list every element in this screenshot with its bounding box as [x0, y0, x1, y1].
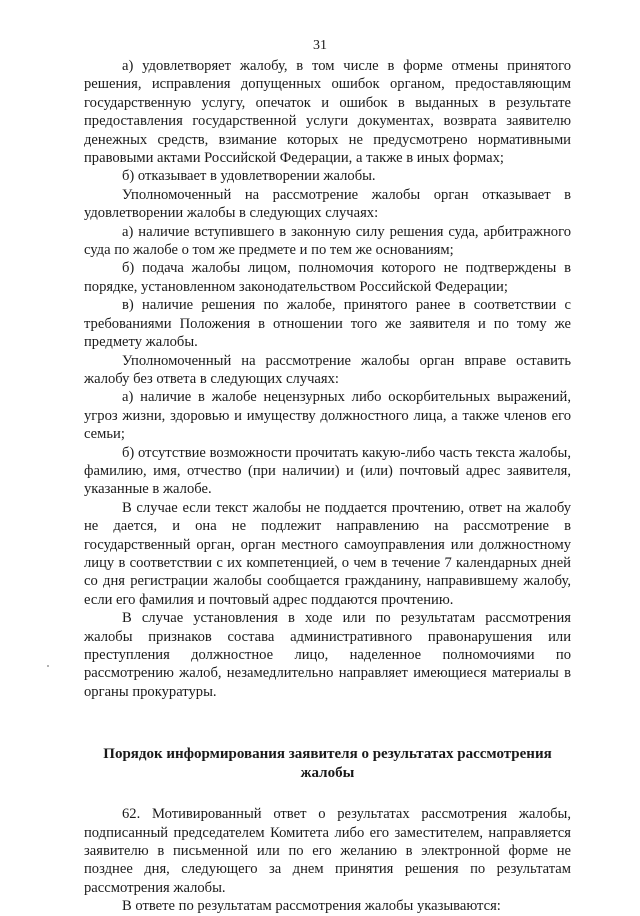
page-number: 31: [313, 38, 327, 53]
paragraph-no-answer-intro: Уполномоченный на рассмотрение жалобы орган вправе оставить жалобу без ответа в следующих случаях:: [84, 352, 571, 387]
paragraph-refusal-case-b: б) подача жалобы лицом, полномочия которого не подтверждены в порядке, установленном законодательством Российской Федерации;: [84, 260, 571, 295]
paragraph-refusal-case-a: а) наличие вступившего в законную силу решения суда, арбитражного суда по жалобе о том же предмете и по тем же основаниям;: [84, 223, 571, 259]
paragraph-answer-contents: В ответе по результатам рассмотрения жалобы указываются:: [122, 898, 501, 915]
document-body: [84, 57, 571, 916]
paragraph-offense-signs: В случае установления в ходе или по результатам рассмотрения жалобы признаков состава административного правонарушения или преступления должностное лицо, наделенное полномочиями по рассмотрению жалоб, незамедлительно направляет имеющиеся материалы в органы прокуратуры.: [84, 610, 571, 700]
paragraph-no-answer-case-b: б) отсутствие возможности прочитать какую-либо часть текста жалобы, фамилию, имя, отчество (при наличии) и (или) почтовый адрес заявителя, указанные в жалобе.: [84, 444, 571, 498]
section-heading: Порядок информирования заявителя о результатах рассмотрения жалобы: [103, 746, 552, 782]
paragraph-unreadable-text: В случае если текст жалобы не поддается прочтению, ответ на жалобу не дается, и она не подлежит направлению на рассмотрение в государственный орган, орган местного самоуправления или должностному лицу в соответствии с их компетенцией, о чем в течение 7 календарных дней со дня регистрации жалобы сообщается гражданину, направившему жалобу, если его фамилия и почтовый адрес поддаются прочтению.: [84, 499, 571, 608]
paragraph-refuse-complaint: б) отказывает в удовлетворении жалобы.: [122, 168, 376, 185]
paragraph-refusal-cases-intro: Уполномоченный на рассмотрение жалобы орган отказывает в удовлетворении жалобы в следующих случаях:: [84, 186, 571, 222]
paragraph-62: 62. Мотивированный ответ о результатах рассмотрения жалобы, подписанный председателем Комитета либо его заместителем, направляется заявителю в письменной или по его желанию в электронной форме не позднее дня, следующего за днем принятия решения по результатам рассмотрения жалобы.: [84, 806, 571, 896]
paragraph-no-answer-case-a: а) наличие в жалобе нецензурных либо оскорбительных выражений, угроз жизни, здоровью и имуществу должностного лица, а также членов его семьи;: [84, 389, 571, 443]
paragraph-satisfy-complaint: а) удовлетворяет жалобу, в том числе в форме отмены принятого решения, исправления допущенных ошибок органом, предоставляющим государственную услугу, опечаток и ошибок в выданных в результате предоставления государственной услуги документах, возврата заявителю денежных средств, взимание которых не предусмотрено нормативными правовыми актами Российской Федерации, а также в иных формах;: [84, 58, 571, 167]
margin-mark: [47, 665, 49, 667]
paragraph-refusal-case-c: в) наличие решения по жалобе, принятого ранее в соответствии с требованиями Положения в отношении того же заявителя и по тому же предмету жалобы.: [84, 297, 571, 351]
